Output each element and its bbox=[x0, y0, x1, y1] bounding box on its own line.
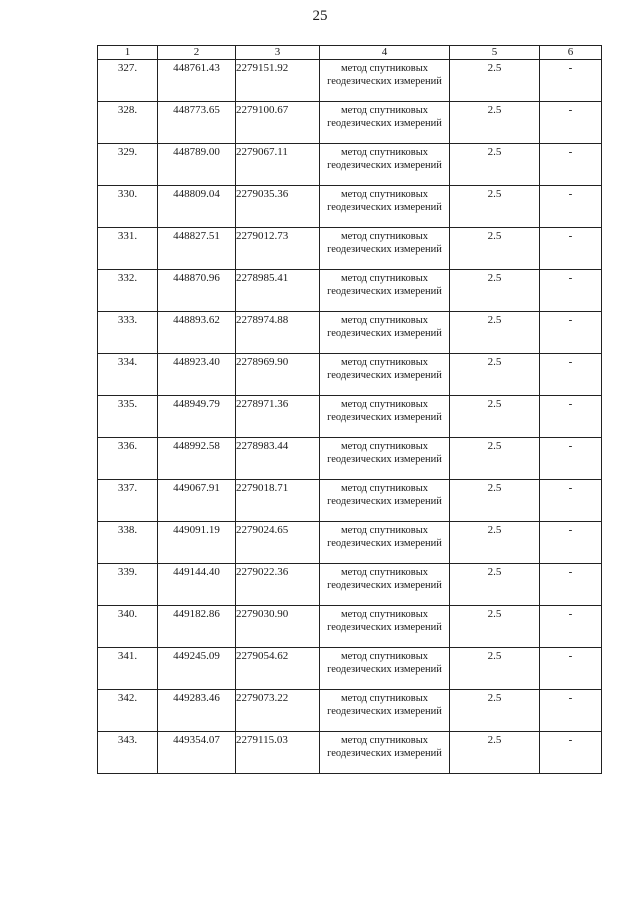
method-cell: метод спутниковых геодезических измерений bbox=[320, 354, 450, 396]
x-coordinate-cell: 448773.65 bbox=[158, 102, 236, 144]
table-row bbox=[98, 396, 602, 438]
table-row bbox=[98, 480, 602, 522]
y-coordinate-cell: 2278983.44 bbox=[236, 438, 320, 480]
method-cell: метод спутниковых геодезических измерений bbox=[320, 270, 450, 312]
point-number-cell: 334. bbox=[98, 354, 158, 396]
method-cell: метод спутниковых геодезических измерений bbox=[320, 144, 450, 186]
point-number-cell: 327. bbox=[98, 60, 158, 102]
extra-cell: - bbox=[540, 228, 602, 270]
accuracy-cell: 2.5 bbox=[450, 690, 540, 732]
table-header-row bbox=[98, 46, 602, 60]
point-number-cell: 342. bbox=[98, 690, 158, 732]
header-cell: 1 bbox=[98, 46, 158, 60]
y-coordinate-cell: 2279018.71 bbox=[236, 480, 320, 522]
y-coordinate-cell: 2278969.90 bbox=[236, 354, 320, 396]
y-coordinate-cell: 2279054.62 bbox=[236, 648, 320, 690]
method-cell: метод спутниковых геодезических измерений bbox=[320, 564, 450, 606]
extra-cell: - bbox=[540, 60, 602, 102]
point-number-cell: 343. bbox=[98, 732, 158, 774]
extra-cell: - bbox=[540, 606, 602, 648]
y-coordinate-cell: 2279067.11 bbox=[236, 144, 320, 186]
extra-cell: - bbox=[540, 354, 602, 396]
y-coordinate-cell: 2279100.67 bbox=[236, 102, 320, 144]
accuracy-cell: 2.5 bbox=[450, 312, 540, 354]
y-coordinate-cell: 2279151.92 bbox=[236, 60, 320, 102]
accuracy-cell: 2.5 bbox=[450, 186, 540, 228]
table-row bbox=[98, 522, 602, 564]
x-coordinate-cell: 448893.62 bbox=[158, 312, 236, 354]
method-cell: метод спутниковых геодезических измерений bbox=[320, 102, 450, 144]
x-coordinate-cell: 449091.19 bbox=[158, 522, 236, 564]
table-row bbox=[98, 648, 602, 690]
x-coordinate-cell: 448870.96 bbox=[158, 270, 236, 312]
point-number-cell: 335. bbox=[98, 396, 158, 438]
accuracy-cell: 2.5 bbox=[450, 606, 540, 648]
extra-cell: - bbox=[540, 396, 602, 438]
accuracy-cell: 2.5 bbox=[450, 102, 540, 144]
method-cell: метод спутниковых геодезических измерений bbox=[320, 480, 450, 522]
y-coordinate-cell: 2279073.22 bbox=[236, 690, 320, 732]
method-cell: метод спутниковых геодезических измерений bbox=[320, 396, 450, 438]
y-coordinate-cell: 2278974.88 bbox=[236, 312, 320, 354]
x-coordinate-cell: 448789.00 bbox=[158, 144, 236, 186]
accuracy-cell: 2.5 bbox=[450, 480, 540, 522]
header-cell: 5 bbox=[450, 46, 540, 60]
point-number-cell: 336. bbox=[98, 438, 158, 480]
x-coordinate-cell: 448949.79 bbox=[158, 396, 236, 438]
method-cell: метод спутниковых геодезических измерений bbox=[320, 228, 450, 270]
method-cell: метод спутниковых геодезических измерений bbox=[320, 522, 450, 564]
method-cell: метод спутниковых геодезических измерений bbox=[320, 648, 450, 690]
page-number: 25 bbox=[312, 8, 328, 24]
accuracy-cell: 2.5 bbox=[450, 354, 540, 396]
y-coordinate-cell: 2278971.36 bbox=[236, 396, 320, 438]
table-row bbox=[98, 312, 602, 354]
extra-cell: - bbox=[540, 186, 602, 228]
x-coordinate-cell: 449182.86 bbox=[158, 606, 236, 648]
point-number-cell: 338. bbox=[98, 522, 158, 564]
method-cell: метод спутниковых геодезических измерений bbox=[320, 438, 450, 480]
point-number-cell: 329. bbox=[98, 144, 158, 186]
method-cell: метод спутниковых геодезических измерений bbox=[320, 60, 450, 102]
x-coordinate-cell: 449354.07 bbox=[158, 732, 236, 774]
accuracy-cell: 2.5 bbox=[450, 438, 540, 480]
table-row bbox=[98, 690, 602, 732]
header-cell: 3 bbox=[236, 46, 320, 60]
accuracy-cell: 2.5 bbox=[450, 522, 540, 564]
extra-cell: - bbox=[540, 438, 602, 480]
header-cell: 2 bbox=[158, 46, 236, 60]
method-cell: метод спутниковых геодезических измерений bbox=[320, 606, 450, 648]
extra-cell: - bbox=[540, 270, 602, 312]
method-cell: метод спутниковых геодезических измерений bbox=[320, 312, 450, 354]
accuracy-cell: 2.5 bbox=[450, 396, 540, 438]
table-row bbox=[98, 732, 602, 774]
table-body bbox=[98, 60, 602, 774]
table-row bbox=[98, 354, 602, 396]
table-row bbox=[98, 606, 602, 648]
x-coordinate-cell: 449144.40 bbox=[158, 564, 236, 606]
accuracy-cell: 2.5 bbox=[450, 648, 540, 690]
accuracy-cell: 2.5 bbox=[450, 732, 540, 774]
table-row bbox=[98, 270, 602, 312]
point-number-cell: 332. bbox=[98, 270, 158, 312]
x-coordinate-cell: 449245.09 bbox=[158, 648, 236, 690]
x-coordinate-cell: 448923.40 bbox=[158, 354, 236, 396]
x-coordinate-cell: 448827.51 bbox=[158, 228, 236, 270]
point-number-cell: 333. bbox=[98, 312, 158, 354]
method-cell: метод спутниковых геодезических измерений bbox=[320, 732, 450, 774]
y-coordinate-cell: 2279035.36 bbox=[236, 186, 320, 228]
method-cell: метод спутниковых геодезических измерений bbox=[320, 690, 450, 732]
header-cell: 4 bbox=[320, 46, 450, 60]
extra-cell: - bbox=[540, 732, 602, 774]
point-number-cell: 339. bbox=[98, 564, 158, 606]
y-coordinate-cell: 2278985.41 bbox=[236, 270, 320, 312]
coordinates-table bbox=[97, 45, 602, 774]
table-row bbox=[98, 438, 602, 480]
point-number-cell: 341. bbox=[98, 648, 158, 690]
extra-cell: - bbox=[540, 312, 602, 354]
accuracy-cell: 2.5 bbox=[450, 228, 540, 270]
extra-cell: - bbox=[540, 564, 602, 606]
table-row bbox=[98, 60, 602, 102]
table-row bbox=[98, 186, 602, 228]
x-coordinate-cell: 448809.04 bbox=[158, 186, 236, 228]
x-coordinate-cell: 449283.46 bbox=[158, 690, 236, 732]
table-row bbox=[98, 144, 602, 186]
point-number-cell: 340. bbox=[98, 606, 158, 648]
x-coordinate-cell: 448761.43 bbox=[158, 60, 236, 102]
extra-cell: - bbox=[540, 648, 602, 690]
accuracy-cell: 2.5 bbox=[450, 564, 540, 606]
x-coordinate-cell: 448992.58 bbox=[158, 438, 236, 480]
table-row bbox=[98, 564, 602, 606]
extra-cell: - bbox=[540, 102, 602, 144]
extra-cell: - bbox=[540, 522, 602, 564]
header-cell: 6 bbox=[540, 46, 602, 60]
method-cell: метод спутниковых геодезических измерений bbox=[320, 186, 450, 228]
extra-cell: - bbox=[540, 144, 602, 186]
y-coordinate-cell: 2279012.73 bbox=[236, 228, 320, 270]
point-number-cell: 328. bbox=[98, 102, 158, 144]
extra-cell: - bbox=[540, 480, 602, 522]
accuracy-cell: 2.5 bbox=[450, 144, 540, 186]
x-coordinate-cell: 449067.91 bbox=[158, 480, 236, 522]
y-coordinate-cell: 2279115.03 bbox=[236, 732, 320, 774]
point-number-cell: 331. bbox=[98, 228, 158, 270]
extra-cell: - bbox=[540, 690, 602, 732]
y-coordinate-cell: 2279030.90 bbox=[236, 606, 320, 648]
accuracy-cell: 2.5 bbox=[450, 270, 540, 312]
accuracy-cell: 2.5 bbox=[450, 60, 540, 102]
point-number-cell: 337. bbox=[98, 480, 158, 522]
table-row bbox=[98, 102, 602, 144]
point-number-cell: 330. bbox=[98, 186, 158, 228]
y-coordinate-cell: 2279024.65 bbox=[236, 522, 320, 564]
table-row bbox=[98, 228, 602, 270]
y-coordinate-cell: 2279022.36 bbox=[236, 564, 320, 606]
